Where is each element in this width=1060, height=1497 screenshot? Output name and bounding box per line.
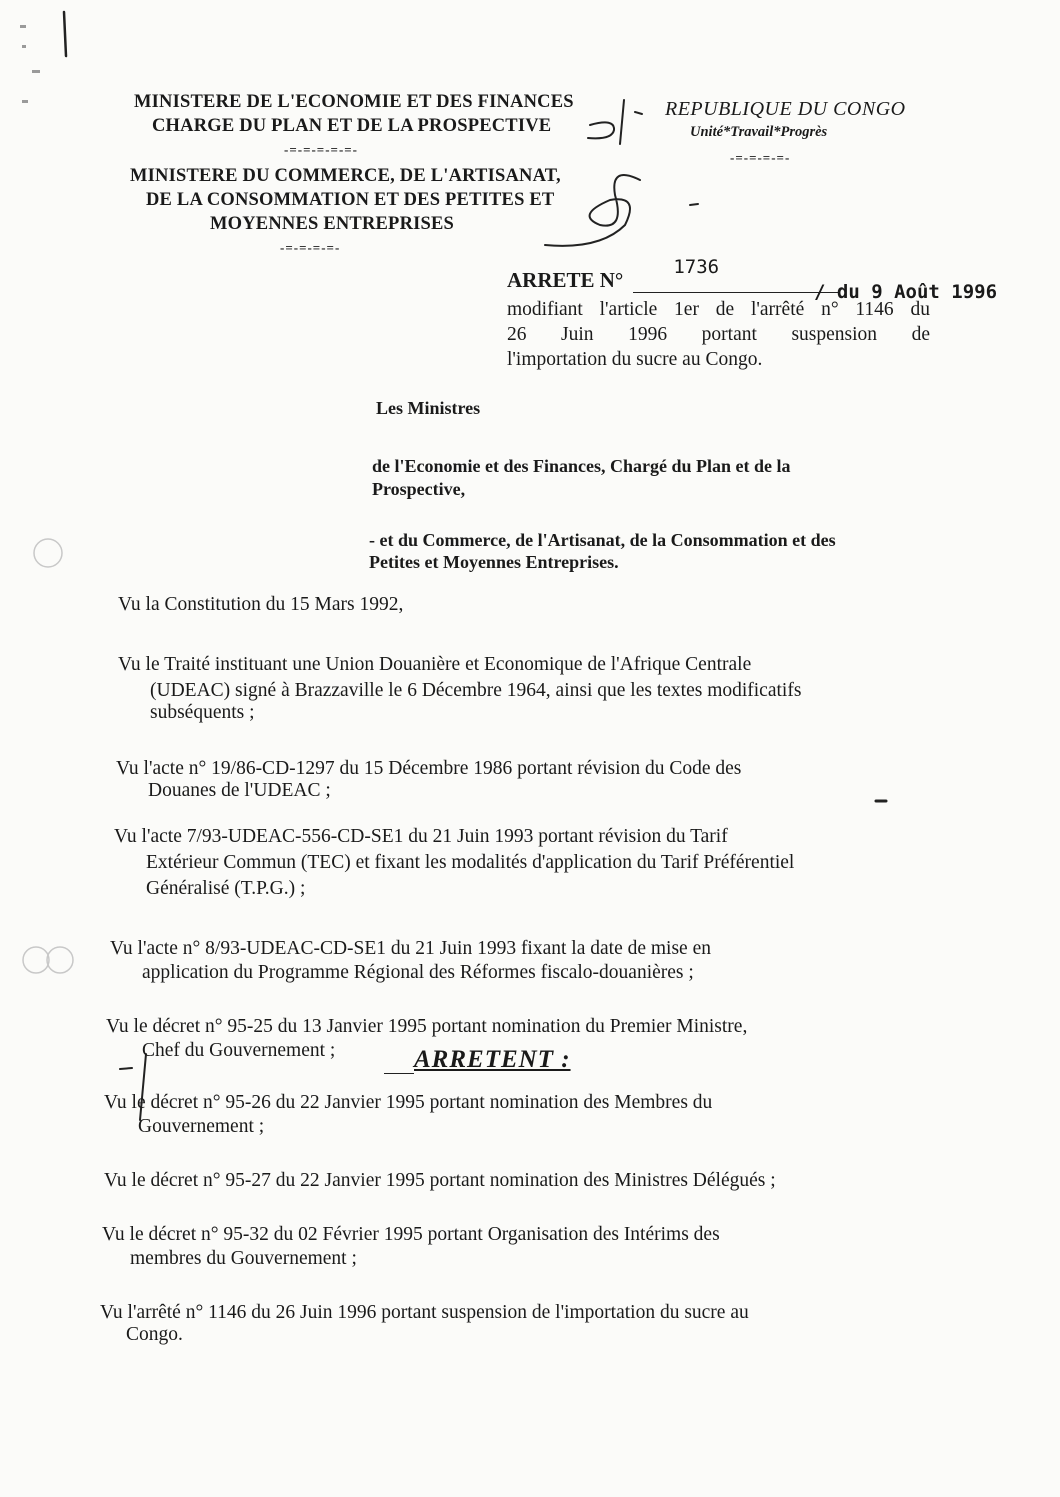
- republic-title: REPUBLIQUE DU CONGO: [665, 98, 906, 120]
- signature-scribble-1: [588, 122, 614, 138]
- arrete-number-line: [507, 256, 838, 293]
- ministry-commerce-line1: MINISTERE DU COMMERCE, DE L'ARTISANAT,: [130, 166, 561, 186]
- arrete-subject-line3: l'importation du sucre au Congo.: [507, 349, 763, 370]
- visa-9-line1: Vu le décret n° 95-32 du 02 Février 1995 portant Organisation des Intérims des: [102, 1224, 720, 1245]
- punch-hole-top: [34, 539, 62, 567]
- visa-5-line2: application du Programme Régional des Réformes fiscalo-douanières ;: [142, 962, 694, 983]
- punch-hole-bottom-left: [23, 947, 49, 973]
- visa-2-line2: (UDEAC) signé à Brazzaville le 6 Décembre 1964, ainsi que les textes modificatifs: [150, 680, 802, 701]
- motto: Unité*Travail*Progrès: [690, 124, 828, 140]
- signature-dash: [690, 204, 698, 205]
- visa-4-line3: Généralisé (T.P.G.) ;: [146, 878, 306, 899]
- margin-speck: [20, 25, 26, 28]
- minister-2-line1: - et du Commerce, de l'Artisanat, de la Consommation et des: [369, 530, 836, 550]
- decision-heading-wrap: [384, 1046, 571, 1074]
- visa-7-line1: Vu le décret n° 95-26 du 22 Janvier 1995 portant nomination des Membres du: [104, 1092, 713, 1113]
- margin-speck: [22, 100, 28, 103]
- visa-10-line2: Congo.: [126, 1324, 183, 1345]
- margin-speck: [22, 45, 26, 48]
- ministry-finance-line2: CHARGE DU PLAN ET DE LA PROSPECTIVE: [152, 116, 552, 136]
- margin-speck: [32, 70, 40, 73]
- visa-1-line1: Vu la Constitution du 15 Mars 1992,: [118, 594, 404, 615]
- arrete-number-blank: [633, 256, 838, 293]
- separator-2: -=-=-=-=-: [280, 240, 341, 255]
- visa-6-line2: Chef du Gouvernement ;: [142, 1040, 336, 1061]
- ministers-intro: Les Ministres: [376, 398, 481, 418]
- signature-stroke: [620, 100, 624, 144]
- margin-mark: [64, 12, 66, 56]
- visa-3-line1: Vu l'acte n° 19/86-CD-1297 du 15 Décembre 1986 portant révision du Code des: [116, 758, 742, 779]
- visa-10-line1: Vu l'arrêté n° 1146 du 26 Juin 1996 portant suspension de l'importation du sucre au: [100, 1302, 749, 1323]
- arrete-date: / du 9 Août 1996: [814, 281, 998, 303]
- visa-2-line3: subséquents ;: [150, 702, 255, 723]
- minister-1-line1: de l'Economie et des Finances, Chargé du Plan et de la: [372, 456, 791, 476]
- ministry-commerce-line2: DE LA CONSOMMATION ET DES PETITES ET: [146, 190, 555, 210]
- ministry-finance-line1: MINISTERE DE L'ECONOMIE ET DES FINANCES: [134, 92, 574, 112]
- arrete-subject-line2: 26 Juin 1996 portant suspension de: [507, 324, 930, 345]
- visa-5-line1: Vu l'acte n° 8/93-UDEAC-CD-SE1 du 21 Juin 1993 fixant la date de mise en: [110, 938, 711, 959]
- minister-2-line2: Petites et Moyennes Entreprises.: [369, 552, 619, 572]
- visa-4-line1: Vu l'acte 7/93-UDEAC-556-CD-SE1 du 21 Juin 1993 portant révision du Tarif: [114, 826, 728, 847]
- arrete-label: ARRETE N°: [507, 268, 624, 292]
- bottom-dash: [120, 1068, 132, 1069]
- signature-tick: [635, 112, 642, 114]
- visa-6-line1: Vu le décret n° 95-25 du 13 Janvier 1995 portant nomination du Premier Ministre,: [106, 1016, 748, 1037]
- visa-8-line1: Vu le décret n° 95-27 du 22 Janvier 1995 portant nomination des Ministres Délégués ;: [104, 1170, 776, 1191]
- visa-3-line2: Douanes de l'UDEAC ;: [148, 780, 331, 801]
- ministry-commerce-line3: MOYENNES ENTREPRISES: [210, 214, 455, 234]
- separator-3: -=-=-=-=-: [730, 150, 791, 165]
- arrete-subject-line1: modifiant l'article 1er de l'arrêté n° 1146 du: [507, 299, 930, 320]
- visa-9-line2: membres du Gouvernement ;: [130, 1248, 357, 1269]
- separator-1: -=-=-=-=-=-: [284, 142, 359, 157]
- punch-hole-bottom-right: [47, 947, 73, 973]
- decision-heading: ARRETENT :: [414, 1046, 571, 1073]
- visa-2-line1: Vu le Traité instituant une Union Douanière et Economique de l'Afrique Centrale: [118, 654, 752, 675]
- visa-4-line2: Extérieur Commun (TEC) et fixant les modalités d'application du Tarif Préférentiel: [146, 852, 795, 873]
- minister-1-line2: Prospective,: [372, 479, 466, 499]
- heading-underline-lead: [384, 1051, 414, 1074]
- visa-7-line2: Gouvernement ;: [138, 1116, 265, 1137]
- arrete-number: 1736: [673, 256, 720, 278]
